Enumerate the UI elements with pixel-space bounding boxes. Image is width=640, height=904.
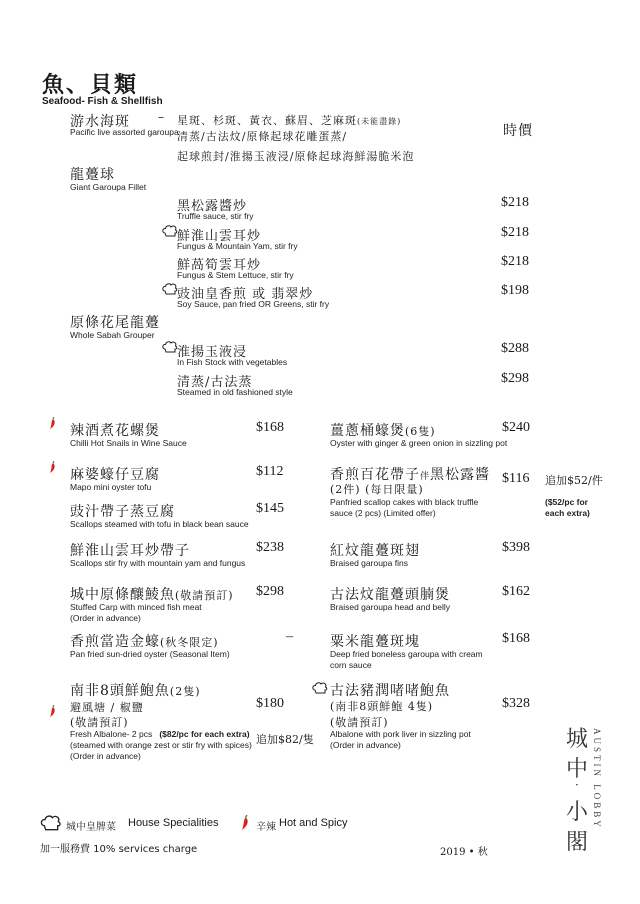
brand-char: 閣 <box>566 830 589 855</box>
brand-char: 小 <box>566 800 589 825</box>
item-note-en: (Order in advance) <box>70 613 141 623</box>
chili-icon <box>237 815 253 831</box>
item-name-cn: 紅炆龍躉斑翅 <box>330 543 420 559</box>
item-name-en: Fungus & Mountain Yam, stir fry <box>177 241 298 251</box>
garoupa-styles-1: 清蒸/古法炆/原條起球花雕蛋蒸/ <box>177 130 348 143</box>
item-name-en: Fresh Albalone- 2 pcs ($82/pc for each extra) <box>70 729 250 739</box>
item-name-en: Mapo mini oyster tofu <box>70 482 152 492</box>
price: $298 <box>256 584 284 599</box>
item-name-en: Braised garoupa head and belly <box>330 602 451 612</box>
price: $218 <box>501 254 529 269</box>
price: $398 <box>502 540 530 555</box>
item-name-en: Scallops steamed with tofu in black bean sauce <box>70 519 249 529</box>
price: 時價 <box>503 123 533 139</box>
price: $180 <box>256 696 284 711</box>
chef-hat-icon <box>40 815 62 831</box>
brand-dot: · <box>575 778 579 792</box>
item-name-en: Truffle sauce, stir fry <box>177 211 254 221</box>
price: $328 <box>502 696 530 711</box>
chef-hat-icon <box>162 225 178 237</box>
item-name-en: Oyster with ginger & green onion in sizzling pot <box>330 438 508 448</box>
brand-char: 中 <box>566 757 589 782</box>
extra-price-cn: 追加$52/件 <box>545 474 603 487</box>
price: $198 <box>501 283 529 298</box>
item-name-cn: 南非8頭鮮鮑魚(2隻) <box>70 683 201 699</box>
price: $168 <box>502 631 530 646</box>
item-name-en: Fungus & Stem Lettuce, stir fry <box>177 270 294 280</box>
garoupa-kinds: 星斑、杉斑、黃衣、蘇眉、芝麻斑(未能盡錄) <box>177 114 402 127</box>
chef-hat-icon <box>162 341 178 353</box>
price: $240 <box>502 420 530 435</box>
brand-char: 城 <box>566 727 589 752</box>
item-note-cn: (敬請預訂) <box>70 716 129 729</box>
extra-price-en: ($52/pc for <box>545 497 588 507</box>
legend-house-cn: 城中皇牌菜 <box>66 822 116 833</box>
price: $116 <box>502 471 530 486</box>
item-name-cn: 鮮淮山雲耳炒 <box>177 229 262 244</box>
item-note-en: (Order in advance) <box>330 740 401 750</box>
item-name-en: Pan fried sun-dried oyster (Seasonal Item) <box>70 649 230 659</box>
price: $218 <box>501 225 529 240</box>
legend-spicy-cn: 辛辣 <box>256 822 276 833</box>
item-name-en: In Fish Stock with vegetables <box>177 357 288 367</box>
page-subtitle: Seafood- Fish & Shellfish <box>42 96 163 107</box>
service-charge: 加一服務費 10% services charge <box>40 844 198 855</box>
item-name-cn: 辣酒煮花螺煲 <box>70 423 160 439</box>
chili-icon <box>48 461 57 474</box>
chili-icon <box>48 705 57 718</box>
item-note-cn: (2件) (每日限量) <box>330 483 424 496</box>
item-name-cn: 鮮淮山雲耳炒帶子 <box>70 543 190 559</box>
item-name-cn: 城中原條釀鯪魚(敬請預訂) <box>70 587 234 603</box>
item-name-en: Scallops stir fry with mountain yam and fungus <box>70 558 246 568</box>
price: $218 <box>501 195 529 210</box>
item-name-cn: 淮揚玉液浸 <box>177 345 248 360</box>
brand-name-en: AUSTIN LOBBY <box>592 728 602 830</box>
item-name-en: Panfried scallop cakes with black truffle <box>330 497 479 507</box>
section-name-en: Giant Garoupa Fillet <box>70 182 147 192</box>
item-name-en: Braised garoupa fins <box>330 558 408 568</box>
item-name-en: Soy Sauce, pan fried OR Greens, stir fry <box>177 299 330 309</box>
garoupa-styles-2: 起球煎封/淮揚玉液浸/原條起球海鮮湯脆米泡 <box>177 150 415 163</box>
item-note-en: (Order in advance) <box>70 751 141 761</box>
item-note-cn: (南非8頭鮮鮑 4隻) <box>330 700 434 713</box>
section-name-cn: 龍躉球 <box>70 167 115 183</box>
price: $238 <box>256 540 284 555</box>
item-name-cn: 游水海斑 <box>70 114 130 130</box>
item-note-en: sauce (2 pcs) (Limited offer) <box>330 508 436 518</box>
dash: – <box>158 110 164 124</box>
item-name-cn: 薑蔥桶蠔煲(6隻) <box>330 423 436 439</box>
item-name-en: Steamed in old fashioned style <box>177 387 293 397</box>
chili-icon <box>48 417 57 430</box>
item-name-cn: 豉油皇香煎 或 翡翠炒 <box>177 287 314 302</box>
item-name-en: Albalone with pork liver in sizzling pot <box>330 729 471 739</box>
extra-price: 追加$82/隻 <box>256 733 314 746</box>
chef-hat-icon <box>162 283 178 295</box>
chef-hat-icon <box>312 682 328 694</box>
item-name-cn: 黑松露醬炒 <box>177 199 248 214</box>
item-name-cn: 香煎百花帶子伴黑松露醬 <box>330 467 491 483</box>
item-note-cn: (敬請預訂) <box>330 716 389 729</box>
item-name-cn: 古法豬潤啫啫鮑魚 <box>330 683 450 699</box>
price: $162 <box>502 584 530 599</box>
item-desc-en: corn sauce <box>330 660 372 670</box>
item-name-cn: 古法炆龍躉頭腩煲 <box>330 587 450 603</box>
item-name-cn: 豉汁帶子蒸豆腐 <box>70 504 175 520</box>
item-name-cn: 香煎當造金蠔(秋冬限定) <box>70 634 219 650</box>
item-name-cn: 清蒸/古法蒸 <box>177 375 253 390</box>
price: $145 <box>256 501 284 516</box>
price: $168 <box>256 420 284 435</box>
item-style: 避風塘 / 椒鹽 <box>70 701 144 714</box>
price: – <box>286 629 293 644</box>
extra-price-en: each extra) <box>545 508 590 518</box>
section-name-cn: 原條花尾龍躉 <box>70 315 160 331</box>
price: $112 <box>256 464 284 479</box>
page-title: 魚、貝類 <box>42 72 139 98</box>
item-name-cn: 鮮萵筍雲耳炒 <box>177 258 262 273</box>
item-name-en: Deep fried boneless garoupa with cream <box>330 649 483 659</box>
item-desc-en: (steamed with orange zest or stir fry with spices) <box>70 740 252 750</box>
season-label: 2019 • 秋 <box>440 847 488 858</box>
item-name-en: Stuffed Carp with minced fish meat <box>70 602 202 612</box>
section-name-en: Whole Sabah Grouper <box>70 330 155 340</box>
item-name-en: Pacific live assorted garoupa <box>70 127 179 137</box>
legend-house-en: House Specialities <box>128 817 219 829</box>
item-name-cn: 麻婆蠔仔豆腐 <box>70 467 160 483</box>
price: $288 <box>501 341 529 356</box>
legend-spicy-en: Hot and Spicy <box>279 817 348 829</box>
item-name-cn: 粟米龍躉斑塊 <box>330 634 420 650</box>
item-name-en: Chilli Hot Snails in Wine Sauce <box>70 438 187 448</box>
price: $298 <box>501 371 529 386</box>
